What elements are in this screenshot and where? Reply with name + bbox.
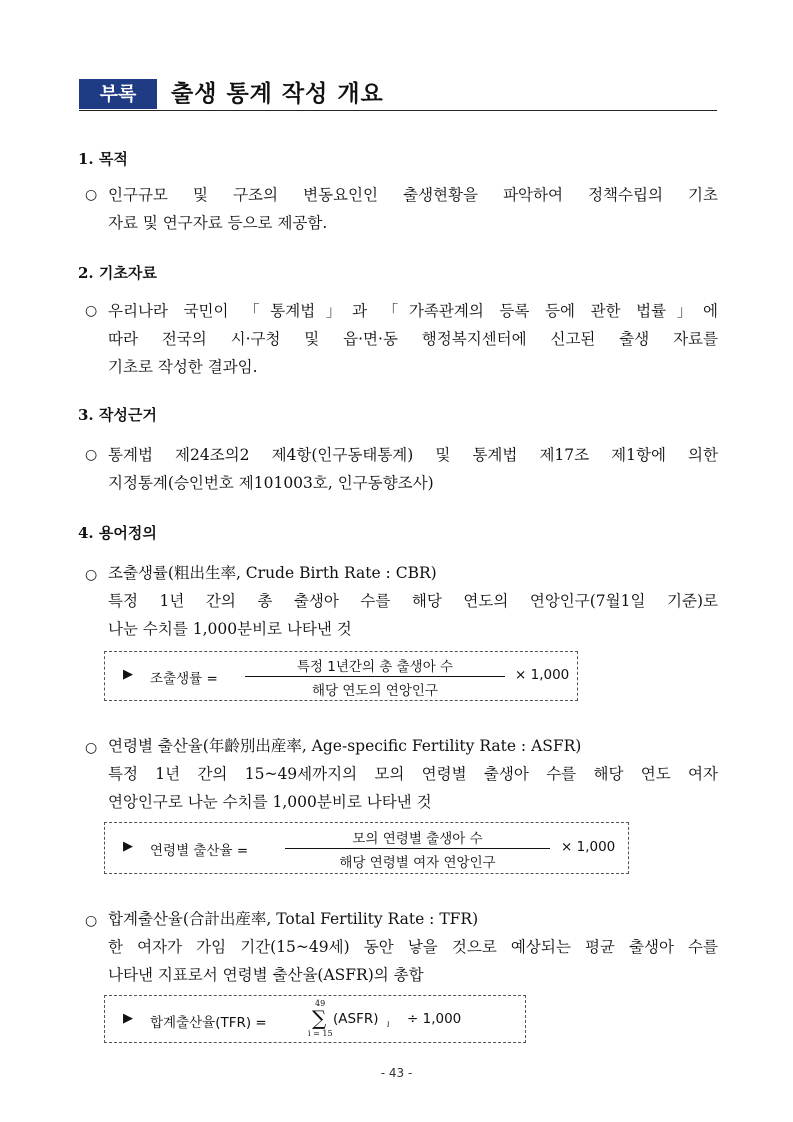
text-line: 한 여자가 가임 기간(15~49세) 동안 낳을 것으로 예상되는 평균 출생아 수를 [108,938,718,956]
arrow-icon: ▶ [123,1011,133,1026]
term-title: 합계출산율(合計出産率, Total Fertility Rate : TFR) [108,910,479,928]
formula-denominator: 해당 연도의 연앙인구 [312,683,438,699]
formula-label: 연령별 출산율 = [150,843,249,859]
arrow-icon: ▶ [123,667,133,682]
bullet-icon: ○ [85,303,98,319]
text-line: 연앙인구로 나눈 수치를 1,000분비로 나타낸 것 [108,793,432,811]
formula-multiplier: × 1,000 [561,839,616,855]
formula-multiplier: × 1,000 [515,667,570,683]
sum-upper-limit: 49 [315,999,326,1008]
title-bar [79,78,717,111]
bullet-icon: ○ [85,567,98,583]
page-title: 출생 통계 작성 개요 [171,81,384,107]
formula-divisor: ÷ 1,000 [407,1011,462,1027]
bullet-icon: ○ [85,447,98,463]
text-line: 특정 1년 간의 총 출생아 수를 해당 연도의 연앙인구(7월1일 기준)로 [108,592,718,610]
bullet-icon: ○ [85,740,98,756]
text-line: 자료 및 연구자료 등으로 제공함. [108,214,328,232]
tfr-definition [108,905,718,989]
purpose-paragraph [108,181,718,237]
arrow-icon: ▶ [123,839,133,854]
sigma-icon: ∑ [312,1006,327,1030]
cbr-formula-box [104,651,578,701]
cbr-definition [108,559,718,643]
text-line: 기초로 작성한 결과임. [108,358,258,376]
bullet-icon: ○ [85,913,98,929]
formula-denominator: 해당 연령별 여자 연앙인구 [339,855,496,871]
asfr-formula-box [104,822,629,874]
text-line: 특정 1년 간의 15~49세까지의 모의 연령별 출생아 수를 해당 연도 여자 [108,765,718,783]
text-line: 인구규모 및 구조의 변동요인인 출생현황을 파악하여 정책수립의 기초 [108,186,718,204]
text-line: 지정통계(승인번호 제101003호, 인구동향조사) [108,474,434,492]
page-number: - 43 - [380,1066,413,1080]
source-paragraph [108,297,718,381]
text-line: 따라 전국의 시·구청 및 읍·면·동 행정복지센터에 신고된 출생 자료를 [108,330,718,348]
tfr-formula-box [104,995,526,1043]
bullet-icon: ○ [85,187,98,203]
text-line: 우리나라 국민이 「통계법」과 「가족관계의 등록 등에 관한 법률」에 [108,302,718,320]
formula-numerator: 특정 1년간의 총 출생아 수 [296,659,454,675]
text-line: 통계법 제24조의2 제4항(인구동태통계) 및 통계법 제17조 제1항에 의한 [108,446,718,464]
formula-label: 조출생률 = [150,671,218,687]
formula-term: (ASFR) [333,1011,379,1027]
formula-subscript: i [387,1020,390,1029]
term-title: 연령별 출산율(年齡別出産率, Age-specific Fertility Rate : ASFR) [108,737,582,755]
fraction-line [245,676,505,677]
term-title: 조출생률(粗出生率, Crude Birth Rate : CBR) [108,564,437,582]
section-heading-purpose: 1. 목적 [78,150,128,168]
section-heading-legal-basis: 3. 작성근거 [78,406,157,424]
formula-label: 합계출산율(TFR) = [150,1015,267,1031]
sum-lower-limit: i = 15 [308,1029,333,1038]
section-heading-definitions: 4. 용어정의 [78,524,157,542]
legal-basis-paragraph [108,441,718,497]
appendix-badge: 부록 [79,79,157,109]
formula-numerator: 모의 연령별 출생아 수 [352,831,483,847]
text-line: 나눈 수치를 1,000분비로 나타낸 것 [108,620,352,638]
section-heading-source: 2. 기초자료 [78,264,157,282]
text-line: 나타낸 지표로서 연령별 출산율(ASFR)의 총합 [108,966,424,984]
asfr-definition [108,732,718,816]
fraction-line [285,848,550,849]
